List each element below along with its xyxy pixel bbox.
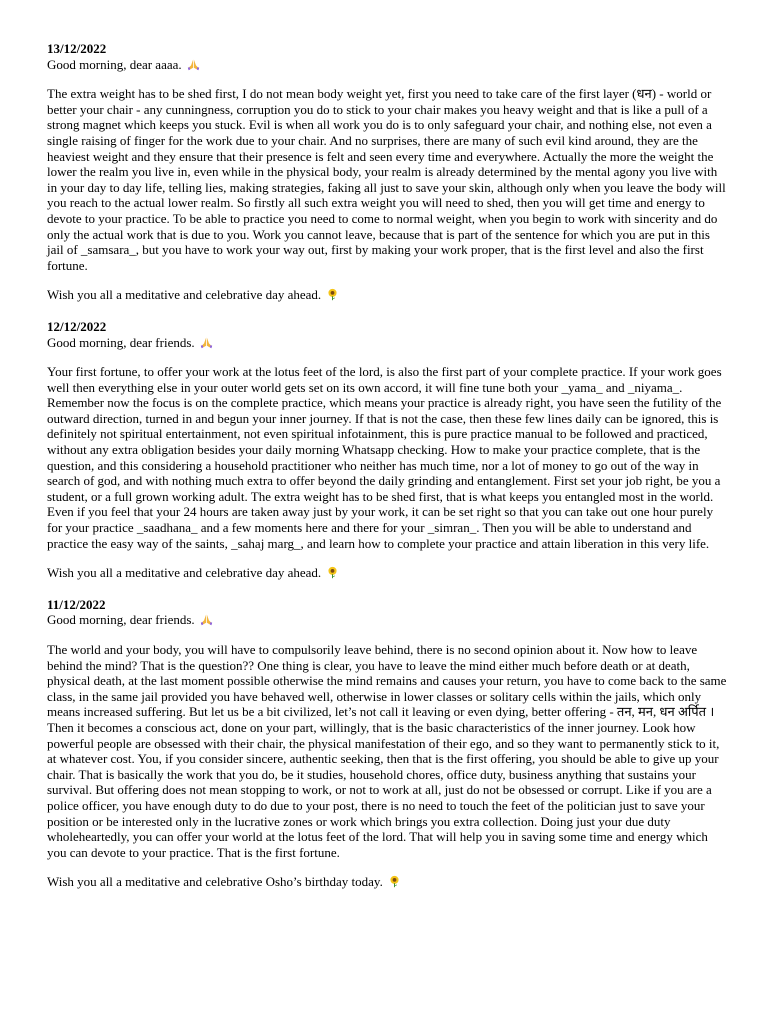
entry-greeting: Good morning, dear aaaa. <box>47 56 182 72</box>
sunflower-icon <box>388 875 401 888</box>
entry-wish: Wish you all a meditative and celebrative Osho’s birthday today. <box>47 874 383 890</box>
praying-hands-icon <box>200 613 213 626</box>
entry-greeting: Good morning, dear friends. <box>47 334 195 350</box>
entry-greeting-line <box>47 57 728 73</box>
entry-body: Your first fortune, to offer your work at the lotus feet of the lord, is also the first part of your complete practice. If your work goes well then everything else in your outer world gets set on its own accord, it will fine tune both your _yama_ and _niyama_. Remember now the focus is on the complete practice, which means your practice is already right, you have seen the futility of the outward direction, turned in and begun your inner journey. If that is not the case, then these few lines daily can be ignored, this is definitely not spiritual entertainment, not even spiritual infotainment, this is pure practice manual to be followed and practiced, without any extra obligation besides your daily morning Whatsapp checking. How to make your practice complete, that is the question, and this considering a household practitioner who neither has much time, nor a lot of money to go out of the way in search of god, and with nothing much extra to offer beyond the daily grinding and entanglement. First set your job right, be you a student, or a full grown working adult. The extra weight has to be shed first, that is what keeps you entangled most in the world. Even if you feel that your 24 hours are taken away just by your work, it can be set right so that you can take out one hour purely for your practice _saadhana_ and a few moments here and there for your _simran_. Then you will be able to understand and practice the easy way of the saints, _sahaj marg_, and learn how to complete your practice and attain liberation in this very life. <box>47 364 722 551</box>
entry-body: The extra weight has to be shed first, I do not mean body weight yet, first you need to take care of the first layer (धन) - world or better your chair - any cunningness, corruption you do to stick to your chair makes you heavy weight and that is like a pull of a strong magnet which keeps you stuck. Evil is when all work you do is to only safeguard your chair, and nothing else, not even a single raising of finger for the work due to your chair. And no surprises, there are many of such evil kind around, they are the heaviest weight and they ensure that their presence is felt and seen every time and everywhere. Actually the more the weight the lower the realm you live in, even while in the physical body, your realm is already determined by the mental agony you live with in your day to day life, telling lies, making strategies, faking all just to save your skin, although only when you leave the body will you reach to the actual lower realm. So firstly all such extra weight you will need to shed, then you will get time and energy to devote to your practice. To be able to practice you need to come to normal weight, when you begin to work with sincerity and do only the actual work that is due to you. Work you cannot leave, because that is part of the sentence for which you are put in this jail of _samsara_, but you have to work your way out, first by making your work proper, that is the first level and also the first fortune. <box>47 86 726 273</box>
entry-greeting-line <box>47 612 728 628</box>
entry-date: 12/12/2022 <box>47 318 107 334</box>
praying-hands-icon <box>187 58 200 71</box>
entry-wish-line <box>47 874 728 890</box>
entry-date: 11/12/2022 <box>47 596 106 612</box>
entry-11-12-2022 <box>47 597 728 890</box>
entry-wish-line <box>47 565 728 581</box>
entry-greeting: Good morning, dear friends. <box>47 612 195 628</box>
entry-wish-line <box>47 287 728 303</box>
praying-hands-icon <box>200 336 213 349</box>
sunflower-icon <box>326 288 339 301</box>
entry-wish: Wish you all a meditative and celebrative day ahead. <box>47 565 322 581</box>
entry-greeting-line <box>47 335 728 351</box>
entry-13-12-2022 <box>47 41 728 303</box>
sunflower-icon <box>326 566 339 579</box>
entry-date: 13/12/2022 <box>47 41 107 56</box>
entry-wish: Wish you all a meditative and celebrative day ahead. <box>47 287 322 303</box>
entry-body: The world and your body, you will have to compulsorily leave behind, there is no second opinion about it. Now how to leave behind the mind? That is the question?? One thing is clear, you have to leave the mind either much before death or at death, physical death, at the last moment possible otherwise the mind remains and causes your return, you have to come back to the same class, in the same jail provided you have behaved well, otherwise in lower classes or solitary cells within the jails, which only means increased suffering. But let us be a bit civilized, let’s not call it leaving or even dying, better offering - तन, मन, धन अर्पित । Then it becomes a conscious act, done on your part, willingly, that is the basic characteristics of the inner journey. Look how powerful people are obsessed with their chair, the physical manifestation of their ego, and so they want to permanently stick to it, at whatever cost. You, if you consider sincere, authentic seeking, then that is the first offering, you should be able to give up your chair. That is basically the work that you do, be it studies, household chores, office duty, business anything that sustains your survival. But offering does not mean stopping to work, or not to work at all, just do not be obsessed or corrupt. Like if you are a police officer, you have enough duty to do due to your post, there is no need to touch the feet of the politician just to save your position or be interested only in the lucrative zones or work which brings you extra collection. Doing just your due duty wholeheartedly, you can offer your world at the lotus feet of the lord. That will help you in saving some time and energy which you can devote to your practice. That is the first fortune. <box>47 642 727 860</box>
entry-12-12-2022 <box>47 319 728 581</box>
